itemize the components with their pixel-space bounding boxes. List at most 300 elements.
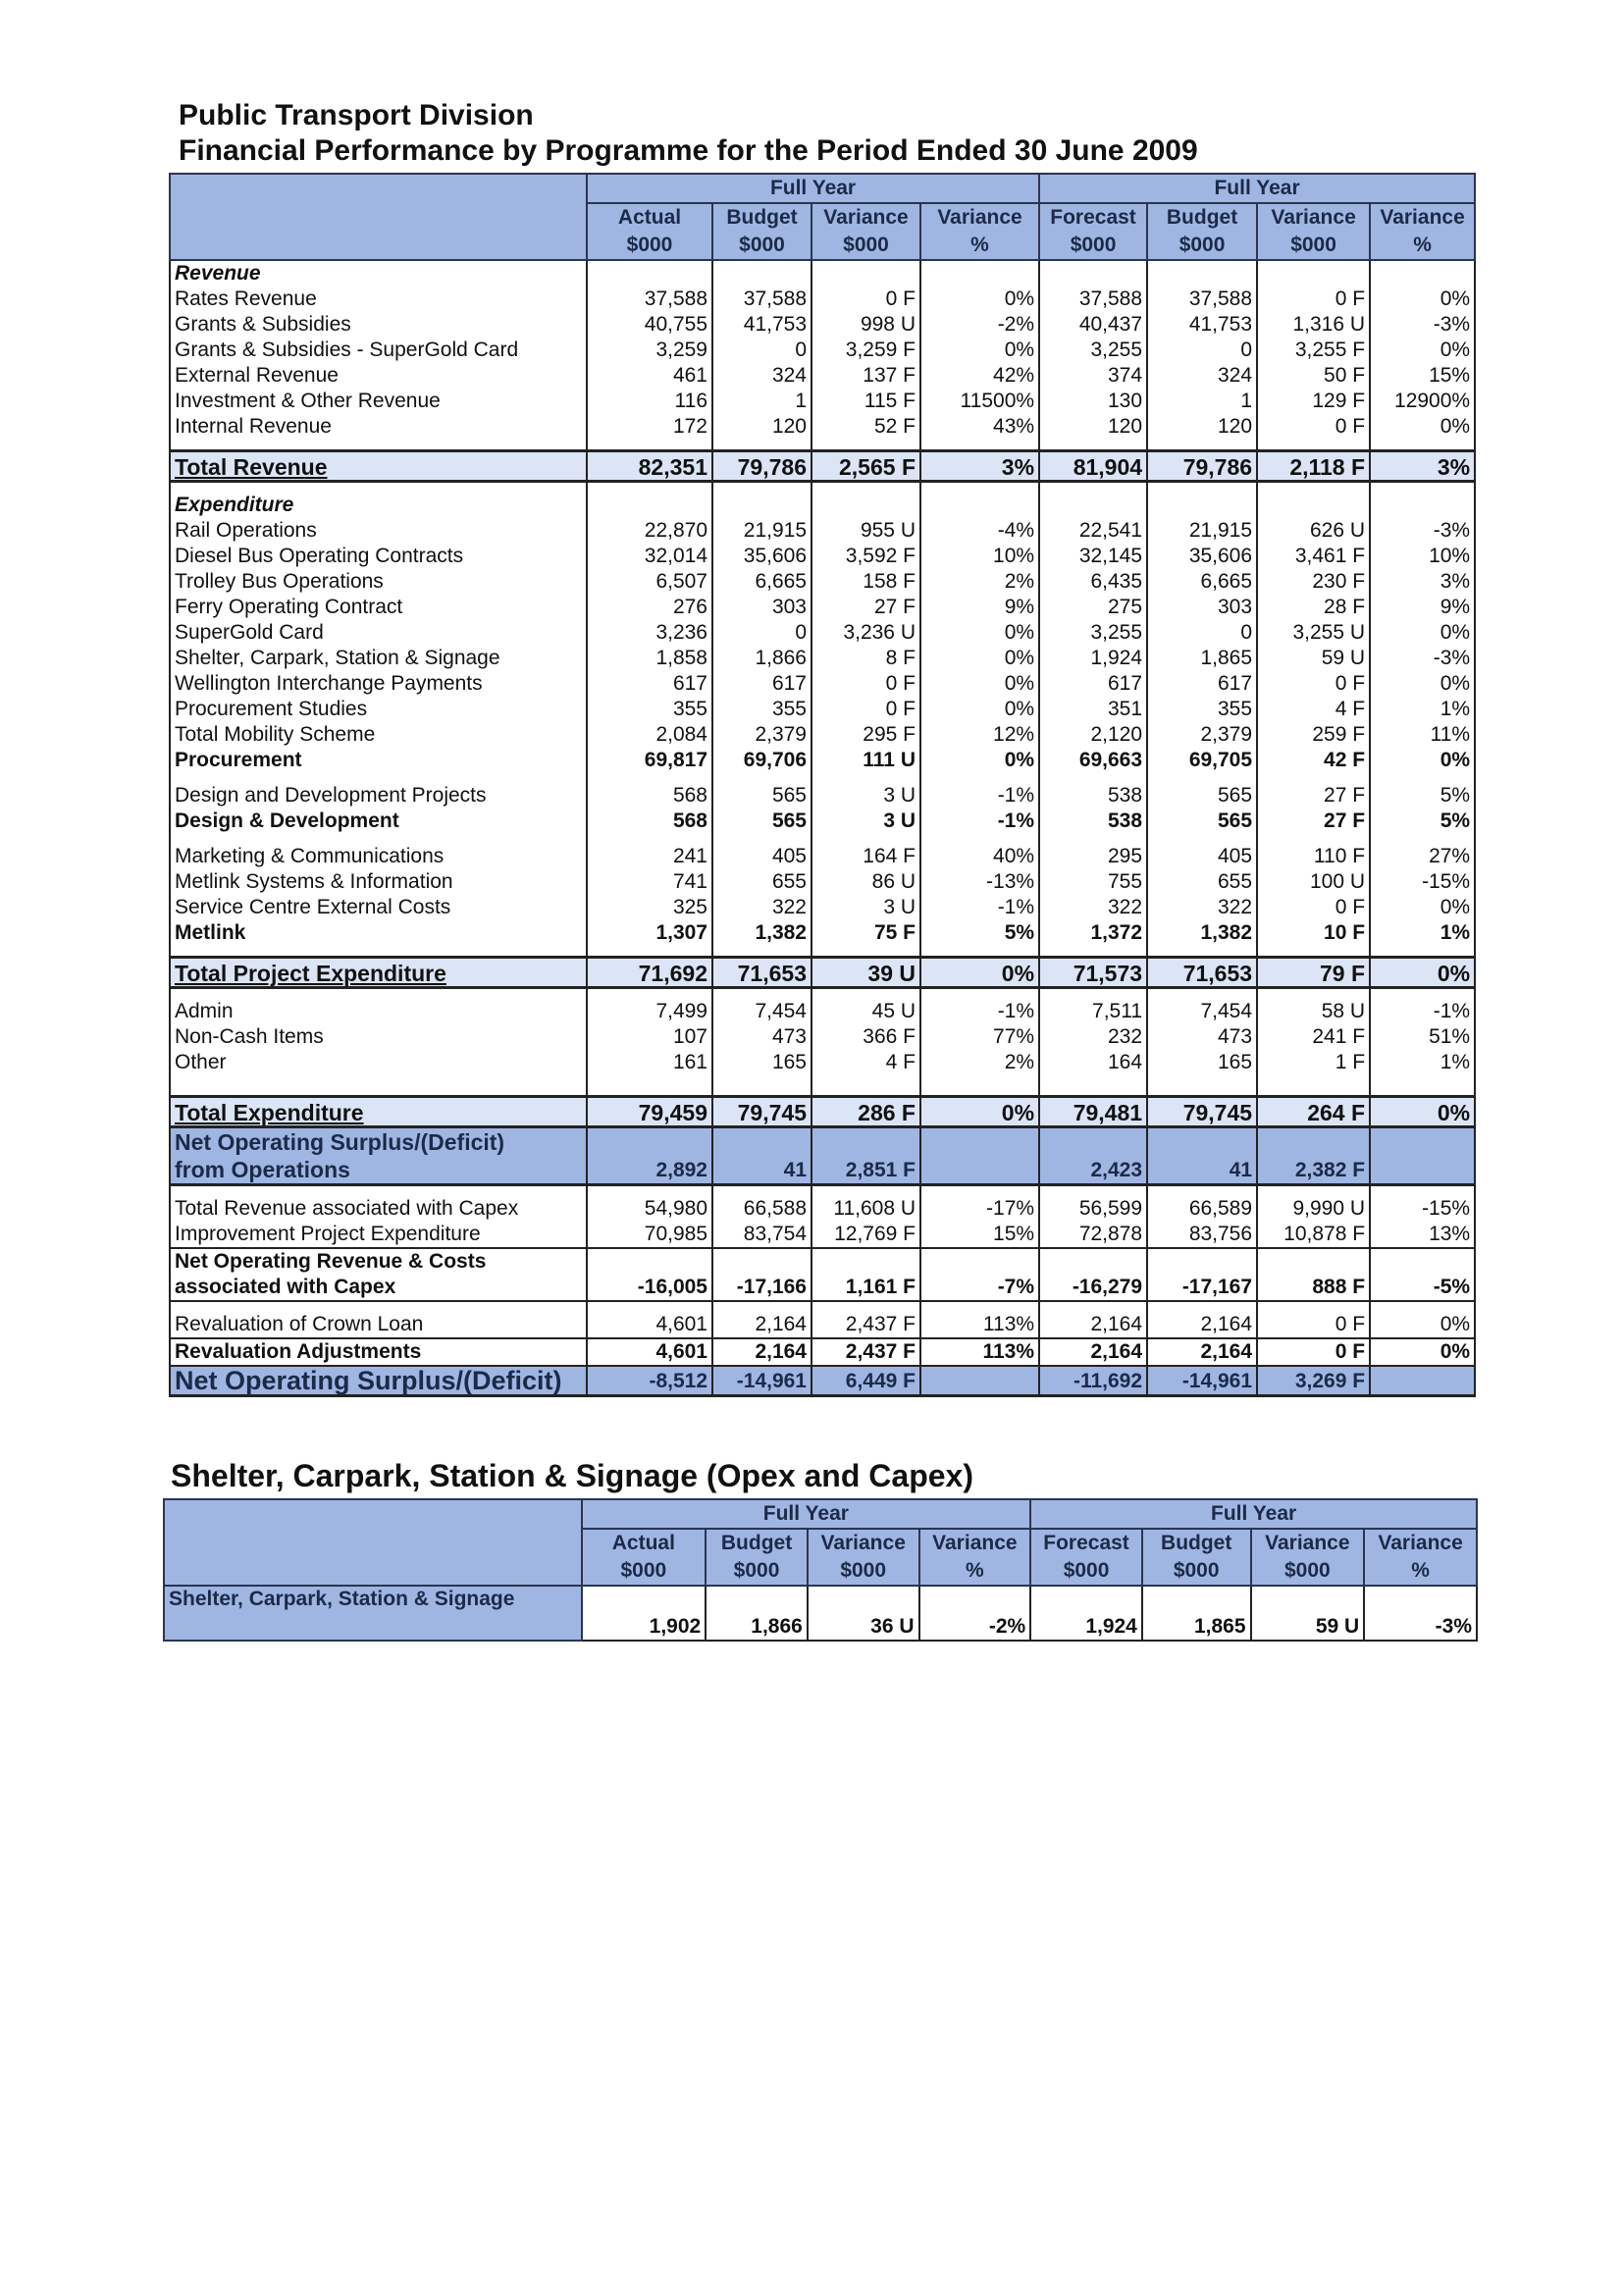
value-cell: 2,164 [712, 1338, 812, 1366]
empty-cell [920, 1085, 1039, 1097]
value-cell: 41 [1147, 1127, 1257, 1185]
value-cell: 59 U [1251, 1586, 1365, 1641]
value-cell: 165 [712, 1050, 812, 1075]
value-cell: -15% [1370, 869, 1475, 895]
value-cell: 1,865 [1142, 1586, 1251, 1641]
empty-cell [1147, 260, 1257, 287]
row-label: Net Operating Surplus/(Deficit) [170, 1366, 587, 1396]
document-title: Public Transport Division [179, 99, 534, 131]
empty-cell [920, 260, 1039, 287]
empty-cell [170, 1185, 587, 1197]
column-header-unit: % [970, 234, 989, 256]
row-label: Total Revenue associated with Capex [170, 1196, 587, 1222]
column-header [712, 203, 812, 260]
row-label: Revaluation Adjustments [170, 1338, 587, 1366]
value-cell: 83,756 [1147, 1222, 1257, 1248]
column-header-unit: % [1413, 234, 1432, 256]
value-cell: 39 U [812, 958, 920, 988]
expenditure-row [170, 646, 1475, 671]
value-cell: 8 F [812, 646, 920, 671]
value-cell: 9% [920, 595, 1039, 620]
metlink-subtotal-row [170, 920, 1475, 946]
value-cell: 165 [1147, 1050, 1257, 1075]
empty-cell [1257, 834, 1370, 844]
value-cell: 40,755 [587, 312, 712, 338]
value-cell: 755 [1039, 869, 1147, 895]
value-cell: -15% [1370, 1196, 1475, 1222]
value-cell: 2% [920, 1050, 1039, 1075]
empty-cell [920, 440, 1039, 451]
empty-cell [712, 773, 812, 783]
value-cell: 2,565 F [812, 451, 920, 482]
value-cell: 0% [920, 620, 1039, 646]
value-cell: 115 F [812, 389, 920, 414]
empty-cell [1147, 988, 1257, 1000]
column-header [582, 1529, 707, 1586]
value-cell: 2,164 [1039, 1312, 1147, 1338]
empty-cell [1039, 1301, 1147, 1312]
spacer-row [170, 946, 1475, 958]
value-cell: 5% [1370, 783, 1475, 809]
row-label: Internal Revenue [170, 414, 587, 440]
value-cell: -14,961 [712, 1366, 812, 1396]
value-cell: 617 [1039, 671, 1147, 697]
empty-cell [712, 493, 812, 518]
value-cell: 13% [1370, 1222, 1475, 1248]
value-cell: 10% [920, 544, 1039, 569]
value-cell: 107 [587, 1024, 712, 1050]
value-cell: 0 F [1257, 671, 1370, 697]
value-cell: 325 [587, 895, 712, 920]
empty-cell [1147, 1085, 1257, 1097]
empty-cell [1147, 482, 1257, 494]
total-revenue-row [170, 451, 1475, 482]
value-cell: 0% [1370, 287, 1475, 312]
value-cell: 35,606 [712, 544, 812, 569]
value-cell: 6,449 F [812, 1366, 920, 1396]
value-cell: 42% [920, 363, 1039, 389]
value-cell: 6,665 [712, 569, 812, 595]
revaluation-row [170, 1312, 1475, 1338]
row-label: Grants & Subsidies [170, 312, 587, 338]
row-label: Total Mobility Scheme [170, 722, 587, 748]
value-cell: 0% [1370, 1312, 1475, 1338]
value-cell: 59 U [1257, 646, 1370, 671]
value-cell: 1,307 [587, 920, 712, 946]
shelter-section-title: Shelter, Carpark, Station & Signage (Opex and Capex) [171, 1458, 973, 1493]
value-cell: 120 [1147, 414, 1257, 440]
value-cell: 0% [920, 697, 1039, 722]
empty-cell [1257, 773, 1370, 783]
value-cell: 12% [920, 722, 1039, 748]
value-cell: -17% [920, 1196, 1039, 1222]
value-cell: 21,915 [1147, 518, 1257, 544]
column-header-unit: $000 [733, 1559, 780, 1582]
value-cell: 0 [1147, 338, 1257, 363]
column-header-title: Budget [1166, 206, 1238, 229]
empty-cell [1257, 946, 1370, 958]
empty-cell [170, 1301, 587, 1312]
empty-cell [712, 988, 812, 1000]
value-cell: 275 [1039, 595, 1147, 620]
value-cell: 22,541 [1039, 518, 1147, 544]
empty-cell [587, 988, 712, 1000]
value-cell: 70,985 [587, 1222, 712, 1248]
empty-cell [812, 988, 920, 1000]
empty-cell [587, 493, 712, 518]
empty-cell [712, 440, 812, 451]
spacer-row [170, 1301, 1475, 1312]
empty-cell [920, 1301, 1039, 1312]
design-subtotal-row [170, 809, 1475, 834]
empty-cell [1147, 834, 1257, 844]
column-header [706, 1529, 808, 1586]
value-cell: 3% [920, 451, 1039, 482]
value-cell: 5% [1370, 809, 1475, 834]
value-cell: -17,166 [712, 1248, 812, 1301]
value-cell: 2,892 [587, 1127, 712, 1185]
value-cell: 473 [1147, 1024, 1257, 1050]
row-label: Total Project Expenditure [170, 958, 587, 988]
value-cell: -16,279 [1039, 1248, 1147, 1301]
value-cell: 568 [587, 809, 712, 834]
column-header-unit: $000 [1283, 1559, 1331, 1582]
value-cell: 1,924 [1039, 646, 1147, 671]
value-cell: 3,255 F [1257, 338, 1370, 363]
empty-cell [812, 260, 920, 287]
value-cell: 538 [1039, 783, 1147, 809]
value-cell: 1,858 [587, 646, 712, 671]
row-label: Service Centre External Costs [170, 895, 587, 920]
row-label: Investment & Other Revenue [170, 389, 587, 414]
value-cell: 0% [1370, 414, 1475, 440]
value-cell: 71,692 [587, 958, 712, 988]
row-label [170, 1248, 587, 1301]
value-cell: 0 F [812, 287, 920, 312]
value-cell: 3 U [812, 783, 920, 809]
expenditure-row [170, 869, 1475, 895]
value-cell: -3% [1370, 312, 1475, 338]
value-cell: 66,589 [1147, 1196, 1257, 1222]
value-cell: 82,351 [587, 451, 712, 482]
value-cell: 2,120 [1039, 722, 1147, 748]
value-cell: 626 U [1257, 518, 1370, 544]
value-cell: 232 [1039, 1024, 1147, 1050]
empty-cell [1370, 1085, 1475, 1097]
value-cell: -1% [920, 999, 1039, 1024]
value-cell: 7,454 [712, 999, 812, 1024]
empty-cell [812, 440, 920, 451]
empty-cell [1039, 1085, 1147, 1097]
expenditure-row [170, 895, 1475, 920]
value-cell: 12,769 F [812, 1222, 920, 1248]
row-label: Design and Development Projects [170, 783, 587, 809]
value-cell: 2% [920, 569, 1039, 595]
group-header-full-year-forecast: Full Year [1039, 174, 1475, 203]
value-cell: 58 U [1257, 999, 1370, 1024]
expenditure-row [170, 620, 1475, 646]
value-cell: 1,902 [582, 1586, 707, 1641]
value-cell: 113% [920, 1312, 1039, 1338]
value-cell: -8,512 [587, 1366, 712, 1396]
empty-cell [1257, 493, 1370, 518]
row-label: SuperGold Card [170, 620, 587, 646]
value-cell: 4 F [1257, 697, 1370, 722]
value-cell: -14,961 [1147, 1366, 1257, 1396]
value-cell: -13% [920, 869, 1039, 895]
value-cell: 4,601 [587, 1338, 712, 1366]
column-header-title: Actual [617, 206, 682, 229]
value-cell: 2,379 [712, 722, 812, 748]
value-cell: 83,754 [712, 1222, 812, 1248]
value-cell: 7,454 [1147, 999, 1257, 1024]
value-cell: 3,259 F [812, 338, 920, 363]
value-cell: 21,915 [712, 518, 812, 544]
value-cell: 120 [1039, 414, 1147, 440]
empty-cell [1370, 1301, 1475, 1312]
value-cell: 2,118 F [1257, 451, 1370, 482]
column-header-unit: $000 [840, 1559, 887, 1582]
value-cell: 241 F [1257, 1024, 1370, 1050]
total-project-expenditure-row [170, 958, 1475, 988]
total-expenditure-row [170, 1097, 1475, 1127]
value-cell: 374 [1039, 363, 1147, 389]
value-cell: 322 [1039, 895, 1147, 920]
value-cell: 3 U [812, 809, 920, 834]
column-header-unit: $000 [1063, 1559, 1110, 1582]
empty-cell [1257, 1185, 1370, 1197]
value-cell: 286 F [812, 1097, 920, 1127]
value-cell: 51% [1370, 1024, 1475, 1050]
value-cell [1370, 1127, 1475, 1185]
empty-cell [1039, 1075, 1147, 1085]
expenditure-row [170, 595, 1475, 620]
group-header-full-year-actual: Full Year [587, 174, 1039, 203]
column-header [1147, 203, 1257, 260]
value-cell: 0% [1370, 1097, 1475, 1127]
value-cell [1370, 1366, 1475, 1396]
value-cell: 75 F [812, 920, 920, 946]
value-cell: 41,753 [1147, 312, 1257, 338]
value-cell: 3,255 U [1257, 620, 1370, 646]
value-cell: 41,753 [712, 312, 812, 338]
value-cell: 3,461 F [1257, 544, 1370, 569]
column-header [808, 1529, 919, 1586]
value-cell: 1,924 [1030, 1586, 1142, 1641]
empty-cell [712, 1085, 812, 1097]
row-label: Design & Development [170, 809, 587, 834]
value-cell: 355 [1147, 697, 1257, 722]
empty-cell [812, 493, 920, 518]
revenue-row [170, 363, 1475, 389]
column-header-title: Budget [726, 206, 798, 229]
empty-cell [920, 1185, 1039, 1197]
value-cell: 568 [587, 783, 712, 809]
revenue-row [170, 389, 1475, 414]
column-header-title: Variance [1271, 206, 1356, 229]
value-cell: 116 [587, 389, 712, 414]
expenditure-row [170, 518, 1475, 544]
value-cell: 565 [1147, 809, 1257, 834]
value-cell: 32,145 [1039, 544, 1147, 569]
expenditure-row [170, 1024, 1475, 1050]
revaluation-total-row [170, 1338, 1475, 1366]
value-cell: 0% [920, 287, 1039, 312]
value-cell [920, 1366, 1039, 1396]
value-cell: 54,980 [587, 1196, 712, 1222]
group-header-full-year-actual: Full Year [582, 1499, 1031, 1529]
value-cell: 276 [587, 595, 712, 620]
empty-cell [812, 1075, 920, 1085]
value-cell: 79 F [1257, 958, 1370, 988]
value-cell: 355 [587, 697, 712, 722]
value-cell: 9% [1370, 595, 1475, 620]
column-header [587, 203, 712, 260]
value-cell: 1% [1370, 1050, 1475, 1075]
value-cell: 1,866 [712, 646, 812, 671]
spacer-row [170, 1075, 1475, 1085]
empty-cell [1039, 988, 1147, 1000]
empty-cell [1257, 482, 1370, 494]
column-header-unit: % [966, 1559, 984, 1582]
value-cell: 11,608 U [812, 1196, 920, 1222]
value-cell: -1% [920, 783, 1039, 809]
row-label: Procurement [170, 748, 587, 773]
empty-cell [1039, 482, 1147, 494]
expenditure-row [170, 569, 1475, 595]
value-cell: -3% [1364, 1586, 1477, 1641]
value-cell: 617 [1147, 671, 1257, 697]
column-header-title: Budget [720, 1532, 793, 1554]
value-cell: 405 [1147, 844, 1257, 869]
row-label-line1: Net Operating Revenue & Costs [175, 1250, 487, 1273]
value-cell: 3,236 [587, 620, 712, 646]
row-label: Other [170, 1050, 587, 1075]
empty-cell [812, 773, 920, 783]
value-cell: 3% [1370, 451, 1475, 482]
value-cell: 15% [1370, 363, 1475, 389]
column-header [812, 203, 920, 260]
empty-cell [812, 1301, 920, 1312]
value-cell: 0 [1147, 620, 1257, 646]
value-cell: 324 [712, 363, 812, 389]
value-cell: 1,372 [1039, 920, 1147, 946]
value-cell: 158 F [812, 569, 920, 595]
empty-cell [1039, 773, 1147, 783]
value-cell: 565 [1147, 783, 1257, 809]
value-cell: 351 [1039, 697, 1147, 722]
value-cell: 27 F [812, 595, 920, 620]
empty-cell [170, 1075, 587, 1085]
value-cell: 129 F [1257, 389, 1370, 414]
column-header-title: Variance [937, 206, 1022, 229]
empty-cell [1257, 1075, 1370, 1085]
column-header-unit: $000 [1070, 234, 1117, 256]
value-cell: 0% [920, 958, 1039, 988]
value-cell: 1 [1147, 389, 1257, 414]
value-cell: 3,236 U [812, 620, 920, 646]
value-cell: 40,437 [1039, 312, 1147, 338]
value-cell: 303 [712, 595, 812, 620]
revenue-row [170, 338, 1475, 363]
header-label-cell [164, 1499, 582, 1586]
value-cell: -1% [920, 895, 1039, 920]
value-cell: 6,665 [1147, 569, 1257, 595]
value-cell: 6,435 [1039, 569, 1147, 595]
value-cell: 0 F [1257, 1338, 1370, 1366]
value-cell: 37,588 [1147, 287, 1257, 312]
empty-cell [1370, 440, 1475, 451]
value-cell: 37,588 [587, 287, 712, 312]
value-cell: 11500% [920, 389, 1039, 414]
row-label: External Revenue [170, 363, 587, 389]
value-cell: 0 F [1257, 1312, 1370, 1338]
section-heading: Revenue [170, 260, 587, 287]
value-cell: 1,382 [1147, 920, 1257, 946]
net-operating-row [170, 1366, 1475, 1396]
empty-cell [920, 482, 1039, 494]
value-cell: 77% [920, 1024, 1039, 1050]
value-cell: -11,692 [1039, 1366, 1147, 1396]
empty-cell [587, 440, 712, 451]
column-header-title: Budget [1161, 1532, 1232, 1554]
empty-cell [1039, 493, 1147, 518]
empty-cell [920, 773, 1039, 783]
value-cell: 0 F [1257, 287, 1370, 312]
column-header [920, 203, 1039, 260]
value-cell: 71,653 [1147, 958, 1257, 988]
revenue-row [170, 287, 1475, 312]
value-cell: 1,161 F [812, 1248, 920, 1301]
empty-cell [712, 260, 812, 287]
value-cell: 0 [712, 338, 812, 363]
value-cell: 2,164 [712, 1312, 812, 1338]
value-cell: 27 F [1257, 783, 1370, 809]
value-cell: 565 [712, 809, 812, 834]
row-label: Ferry Operating Contract [170, 595, 587, 620]
row-label: Wellington Interchange Payments [170, 671, 587, 697]
value-cell: 69,663 [1039, 748, 1147, 773]
empty-cell [587, 482, 712, 494]
empty-cell [1147, 946, 1257, 958]
column-header-unit: $000 [1173, 1559, 1220, 1582]
empty-cell [1257, 1085, 1370, 1097]
empty-cell [587, 260, 712, 287]
value-cell: 617 [587, 671, 712, 697]
value-cell: 230 F [1257, 569, 1370, 595]
column-header [1251, 1529, 1365, 1586]
value-cell: 36 U [808, 1586, 919, 1641]
column-header [1364, 1529, 1477, 1586]
value-cell: 66,588 [712, 1196, 812, 1222]
value-cell: 3,255 [1039, 338, 1147, 363]
value-cell: 7,499 [587, 999, 712, 1024]
value-cell: 0% [1370, 895, 1475, 920]
value-cell: 86 U [812, 869, 920, 895]
value-cell: 2,437 F [812, 1312, 920, 1338]
column-header-title: Forecast [1043, 1532, 1129, 1554]
shelter-row [164, 1586, 1477, 1641]
value-cell: 15% [920, 1222, 1039, 1248]
row-label: Diesel Bus Operating Contracts [170, 544, 587, 569]
expenditure-row [170, 722, 1475, 748]
value-cell: 0% [920, 1097, 1039, 1127]
value-cell: 161 [587, 1050, 712, 1075]
value-cell: 69,817 [587, 748, 712, 773]
value-cell: 1,316 U [1257, 312, 1370, 338]
revenue-row [170, 414, 1475, 440]
value-cell: 3,592 F [812, 544, 920, 569]
